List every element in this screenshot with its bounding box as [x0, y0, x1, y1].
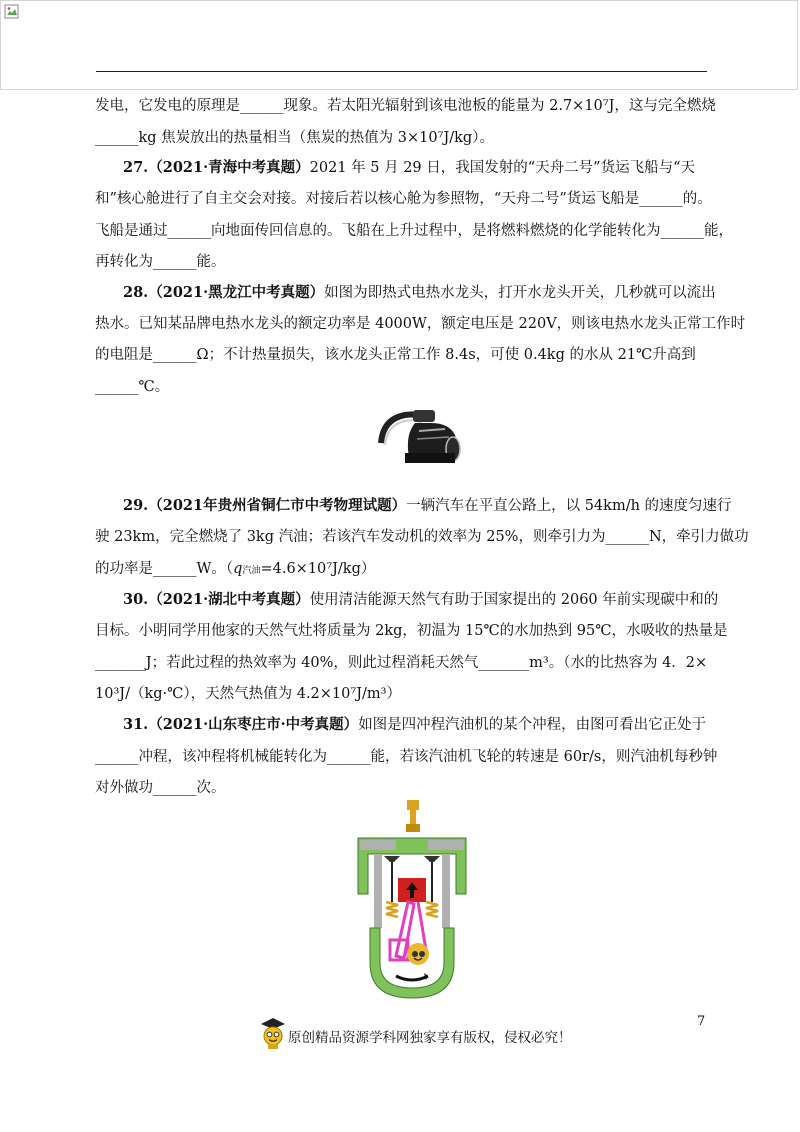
text-line: 再转化为______能。	[95, 254, 226, 270]
engine-figure	[352, 798, 472, 1003]
mascot-icon	[258, 1016, 288, 1050]
question-28: 28.（2021·黑龙江中考真题）如图为即热式电热水龙头，打开水龙头开关，几秒就可以流出	[123, 284, 716, 301]
question-29: 29.（2021年贵州省铜仁市中考物理试题）一辆汽车在平直公路上，以 54km/h 的速度匀速行	[123, 497, 732, 514]
question-31: 31.（2021·山东枣庄市·中考真题）如图是四冲程汽油机的某个冲程，由图可看出它正处于	[123, 716, 707, 733]
text-line: 目标。小明同学用他家的天然气灶将质量为 2kg，初温为 15℃的水加热到 95℃，水吸收的热量是	[95, 623, 728, 639]
text-line: 和”核心舱进行了自主交会对接。对接后若以核心舱为参照物，“天舟二号”货运飞船是______的。	[95, 191, 712, 207]
text-line: ______℃。	[95, 379, 170, 395]
text-line: ______kg 焦炭放出的热量相当（焦炭的热值为 3×10⁷J/kg）。	[95, 130, 494, 146]
text-line: _______J；若此过程的热效率为 40%，则此过程消耗天然气_______m³。（水的比热容为 4．2×	[95, 655, 708, 671]
text-line: 驶 23km，完全燃烧了 3kg 汽油；若该汽车发动机的效率为 25%，则牵引力为______N，牵引力做功	[95, 529, 749, 545]
page-header	[0, 0, 798, 90]
text-line: 的电阻是______Ω；不计热量损失，该水龙头正常工作 8.4s，可使 0.4kg 的水从 21℃升高到	[95, 347, 696, 363]
text-line: 飞船是通过______向地面传回信息的。飞船在上升过程中，是将燃料燃烧的化学能转化为______能，	[95, 223, 733, 239]
text-line: 热水。已知某品牌电热水龙头的额定功率是 4000W，额定电压是 220V，则该电热水龙头正常工作时	[95, 316, 746, 332]
text-line: 发电，它发电的原理是______现象。若太阳光辐射到该电池板的能量为 2.7×10⁷J，这与完全燃烧	[95, 98, 716, 114]
text-line: 对外做功______次。	[95, 780, 226, 796]
broken-image-icon	[4, 4, 20, 20]
header-rule	[96, 71, 707, 72]
question-27: 27.（2021·青海中考真题）2021 年 5 月 29 日，我国发射的“天舟二号”货运飞船与“天	[123, 159, 696, 176]
footer-text: 原创精品资源学科网独家享有版权，侵权必究！	[288, 1030, 572, 1046]
text-line: ______冲程，该冲程将机械能转化为______能，若该汽油机飞轮的转速是 60r/s，则汽油机每秒钟	[95, 749, 718, 765]
footer	[258, 1016, 572, 1050]
text-line: 10³J/（kg·℃），天然气热值为 4.2×10⁷J/m³）	[95, 686, 401, 702]
faucet-figure	[375, 405, 465, 470]
question-30: 30.（2021·湖北中考真题）使用清洁能源天然气有助于国家提出的 2060 年前实现碳中和的	[123, 591, 719, 608]
text-line: 的功率是______W。（q汽油=4.6×10⁷J/kg）	[95, 561, 376, 577]
page-number: 7	[697, 1014, 706, 1029]
